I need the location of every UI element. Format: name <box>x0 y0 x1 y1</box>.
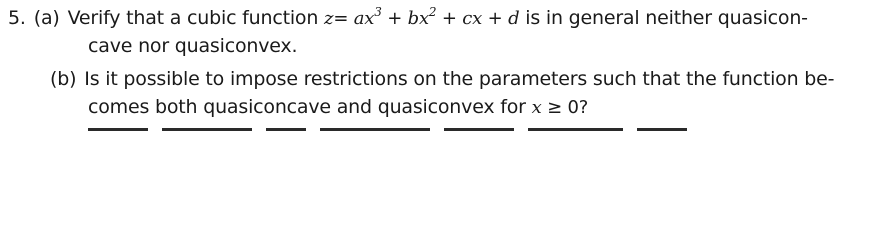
part-a-text-before: Verify that a cubic function <box>67 7 319 29</box>
part-b-text-line-2: comes both quasiconcave and quasiconvex for <box>88 96 526 118</box>
cubic-function-formula: $z= ax^3 + bx^2$ + cx + d <box>324 5 520 29</box>
cropped-next-line <box>88 128 788 138</box>
exercise-number: 5. <box>8 7 26 29</box>
part-a-text-after: is in general neither quasicon- <box>525 7 808 29</box>
exercise-5b-line-1 <box>50 68 834 90</box>
part-b-label: (b) <box>50 68 77 90</box>
part-b-text-line-1: Is it possible to impose restrictions on the parameters such that the function be- <box>84 68 835 90</box>
exercise-5a-line-1 <box>8 7 808 30</box>
exercise-5b-line-2 <box>88 96 588 119</box>
part-a-label: (a) <box>33 7 60 29</box>
exercise-5a-line-2: cave nor quasiconvex. <box>88 35 298 57</box>
domain-condition: x ≥ 0? <box>531 97 589 118</box>
